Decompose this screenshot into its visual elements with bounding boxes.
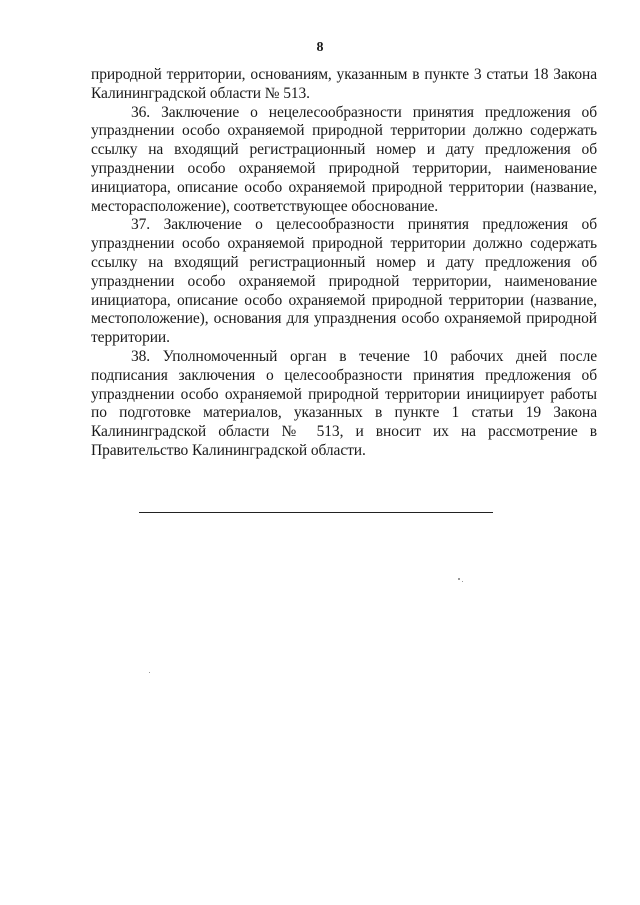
paragraph-37: 37. Заключение о целесообразности принятия предложения об упразднении особо охраняемой природной территории должно содержать ссылку на входящий регистрационный номер и дату предложения об упразднении особо охраняемой природной территории, наименование инициатора, описание особо охраняемой природной территории (название, местоположение), основания для упразднения особо охраняемой природной территории. [91, 216, 597, 347]
scan-speck [149, 672, 150, 673]
scan-speck [462, 581, 463, 582]
document-body [91, 66, 597, 461]
end-divider-line [139, 512, 493, 513]
paragraph-continuation: природной территории, основаниям, указанным в пункте 3 статьи 18 Закона Калининградской области № 513. [91, 66, 597, 102]
page-number: 8 [316, 40, 324, 55]
paragraph-36: 36. Заключение о нецелесообразности принятия предложения об упразднении особо охраняемой природной территории должно содержать ссылку на входящий регистрационный номер и дату предложения об упразднении особо охраняемой природной территории, наименование инициатора, описание особо охраняемой природной территории (название, месторасположение), соответствующее обоснование. [91, 103, 597, 215]
scan-speck [458, 578, 460, 580]
paragraph-38: 38. Уполномоченный орган в течение 10 рабочих дней после подписания заключения о целесообразности принятия предложения об упразднении особо охраняемой природной территории инициирует работы по подготовке материалов, указанных в пункте 1 статьи 19 Закона Калининградской области № 513, и вносит их на рассмотрение в Правительство Калининградской области. [91, 347, 597, 459]
